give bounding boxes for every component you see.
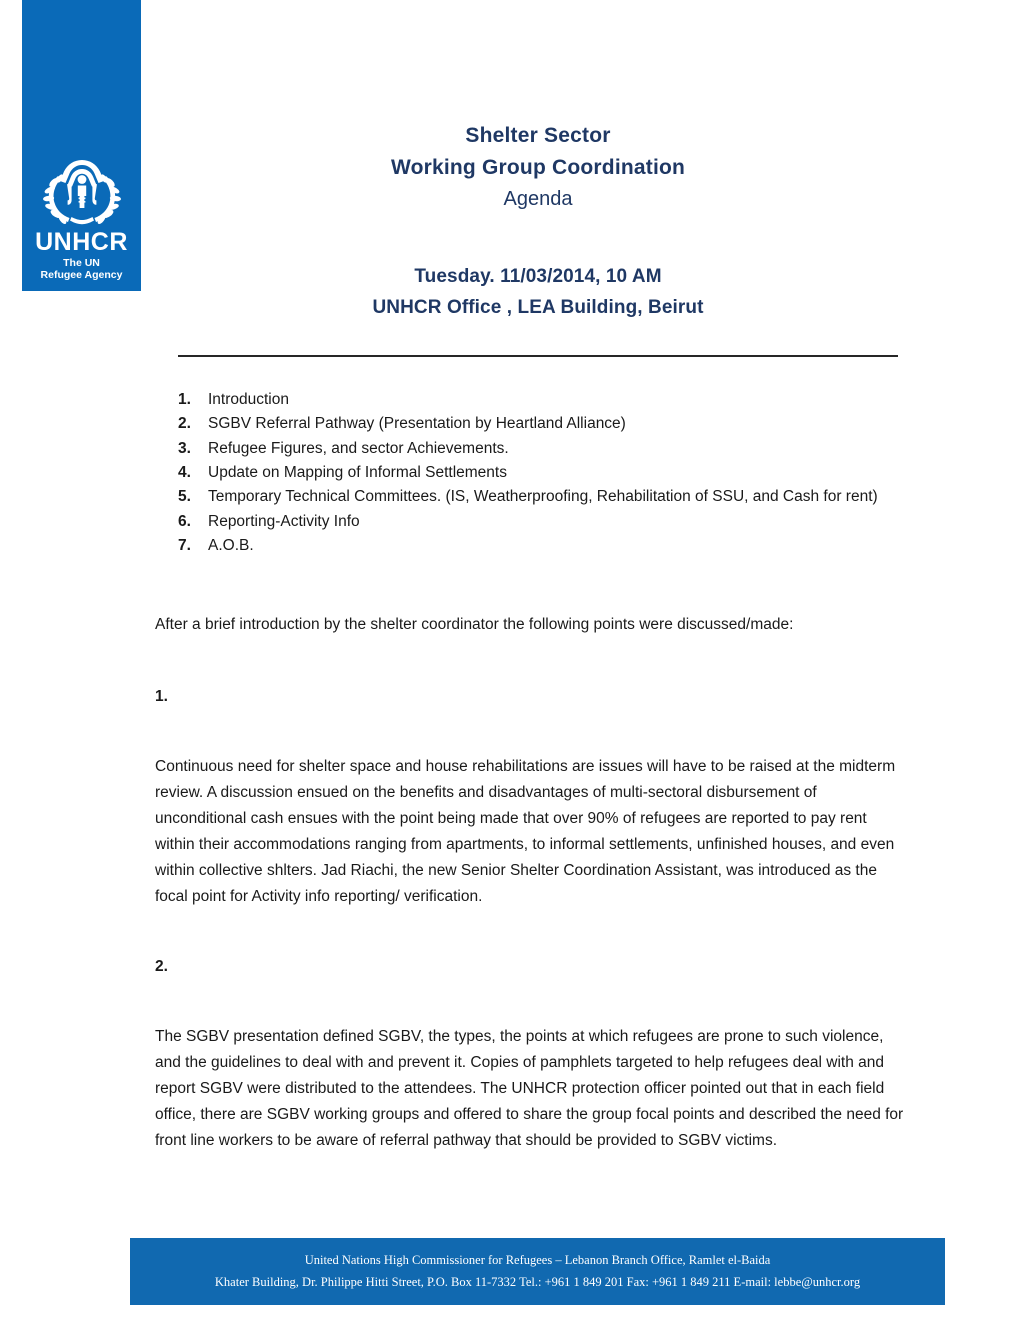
unhcr-logo bbox=[22, 154, 141, 281]
unhcr-logo-band bbox=[22, 0, 141, 291]
footer-organization-line: United Nations High Commissioner for Refugees – Lebanon Branch Office, Ramlet el-Baida bbox=[304, 1253, 771, 1267]
section-1-number: 1. bbox=[155, 688, 168, 706]
footer-contact-line: Khater Building, Dr. Philippe Hitti Street, P.O. Box 11-7332 Tel.: +961 1 849 201 Fax: +961 1 849 211 E-mail: lebbe@unhcr.org bbox=[214, 1274, 861, 1289]
section-2-paragraph: The SGBV presentation defined SGBV, the types, the points at which refugees are prone to such violence, and the guidelines to deal with and prevent it. Copies of pamphlets targeted to help refugees deal with and report SGBV were distributed to the attendees. The UNHCR protection officer pointed out that in each field office, there are SGBV working groups and offered to share the group focal points and described the need for front line workers to be aware of referral pathway that should be provided to SGBV victims. bbox=[155, 1028, 904, 1150]
page-title-line-2: Working Group Coordination bbox=[390, 155, 686, 179]
agenda-item-label: Introduction bbox=[208, 391, 289, 408]
agenda-item-label: Update on Mapping of Informal Settlements bbox=[208, 463, 507, 481]
horizontal-divider bbox=[178, 355, 898, 357]
agenda-item-label: Temporary Technical Committees. (IS, Weatherproofing, Rehabilitation of SSU, and Cash for rent) bbox=[208, 488, 878, 506]
agenda-item-number: 5. bbox=[178, 488, 191, 506]
section-2-number: 2. bbox=[155, 958, 168, 976]
agenda-item-number: 1. bbox=[178, 391, 191, 408]
agenda-item-number: 3. bbox=[178, 439, 191, 457]
page-footer bbox=[130, 1238, 945, 1305]
list-item bbox=[178, 534, 908, 558]
meeting-location: UNHCR Office , LEA Building, Beirut bbox=[372, 296, 704, 318]
meeting-details-block bbox=[180, 262, 896, 324]
agenda-list bbox=[178, 388, 908, 558]
agenda-item-number: 4. bbox=[178, 463, 191, 481]
agenda-item-label: Refugee Figures, and sector Achievements. bbox=[208, 439, 509, 457]
spacer bbox=[155, 710, 907, 754]
document-body bbox=[155, 612, 907, 1154]
spacer bbox=[155, 638, 907, 684]
spacer bbox=[155, 980, 907, 1024]
list-item bbox=[178, 437, 908, 461]
page-subtitle-agenda: Agenda bbox=[503, 187, 573, 210]
agenda-item-label: A.O.B. bbox=[208, 536, 254, 554]
list-item bbox=[178, 510, 908, 534]
meeting-datetime: Tuesday. 11/03/2014, 10 AM bbox=[414, 266, 662, 287]
agenda-item-number: 2. bbox=[178, 415, 191, 433]
list-item bbox=[178, 485, 908, 509]
agenda-item-number: 6. bbox=[178, 512, 191, 530]
agenda-item-number: 7. bbox=[178, 536, 191, 554]
list-item bbox=[178, 412, 908, 436]
section-1-paragraph: Continuous need for shelter space and house rehabilitations are issues will have to be raised at the midterm review. A discussion ensued on the benefits and disadvantages of multi-sectoral disbursement of unconditional cash ensues with the point being made that over 90% of refugees are reported to pay rent within their accommodations ranging from apartments, to informal settlements, unfinished houses, and even within collective shlters. Jad Riachi, the new Senior Shelter Coordination Assistant, was introduced as the focal point for Activity info reporting/ verification. bbox=[155, 758, 896, 906]
unhcr-tagline-line2: Refugee Agency bbox=[40, 268, 123, 281]
unhcr-wordmark: UNHCR bbox=[35, 228, 128, 257]
footer-content bbox=[130, 1238, 945, 1305]
spacer bbox=[155, 910, 907, 954]
document-title-block bbox=[180, 120, 896, 215]
agenda-item-label: Reporting-Activity Info bbox=[208, 512, 360, 530]
page-title-line-1: Shelter Sector bbox=[465, 124, 611, 147]
agenda-item-label: SGBV Referral Pathway (Presentation by Heartland Alliance) bbox=[208, 415, 626, 433]
list-item bbox=[178, 388, 908, 412]
list-item bbox=[178, 461, 908, 485]
unhcr-tagline-line1: The UN bbox=[63, 256, 100, 269]
intro-paragraph: After a brief introduction by the shelter coordinator the following points were discussed/made: bbox=[155, 616, 794, 633]
unhcr-laurel-emblem-icon bbox=[36, 154, 128, 228]
